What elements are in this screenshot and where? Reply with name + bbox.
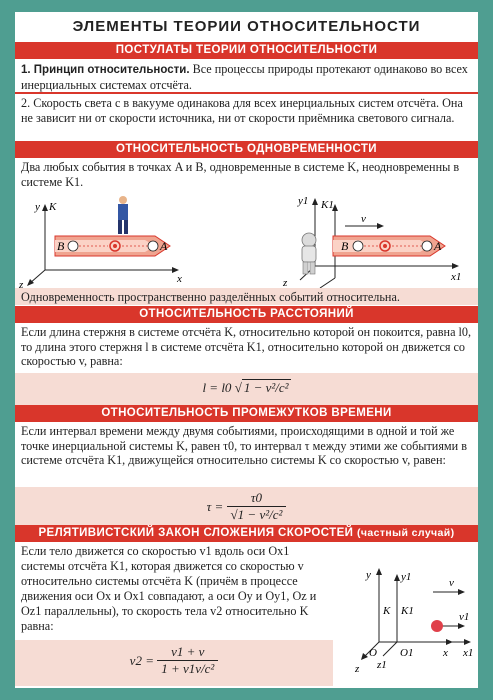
velocity-formula-left: v2 = — [129, 652, 154, 668]
distances-heading: ОТНОСИТЕЛЬНОСТЬ РАССТОЯНИЙ — [15, 306, 478, 323]
poster-sheet — [15, 12, 478, 688]
postulate-2: 2. Скорость света c в вакууме одинакова для всех инерциальных систем отсчёта. Она не зависит ни от скорости источника, ни от скорости приёмника светового сигнала. — [21, 96, 463, 125]
label-v-right: v — [361, 213, 366, 225]
time-formula-num: τ0 — [227, 490, 287, 507]
label-a-left: A — [160, 239, 168, 253]
diagram-label-z: z — [355, 663, 360, 675]
postulate-1 — [21, 62, 473, 92]
postulate-1-text: Все процессы природы протекают одинаково во всех инерциальных системах отсчёта. — [21, 62, 468, 92]
velocities-heading-note: (частный случай) — [356, 527, 455, 539]
astronaut-icon — [302, 233, 316, 274]
length-formula-root: 1 − v²/c² — [243, 380, 289, 395]
diagram-label-z1: z1 — [377, 659, 387, 671]
diagram-label-y: y — [366, 569, 371, 581]
label-y1-right: y1 — [298, 195, 309, 207]
diagram-label-x1: x1 — [463, 647, 474, 659]
length-formula: l = l0 √ 1 − v²/c² — [202, 380, 289, 395]
label-b-left: B — [57, 239, 65, 253]
diagram-label-x: x — [443, 647, 448, 659]
simultaneity-heading: ОТНОСИТЕЛЬНОСТЬ ОДНОВРЕМЕННОСТИ — [15, 141, 478, 158]
label-x-left: x — [177, 273, 182, 285]
simultaneity-conclusion: Одновременность пространственно разделённых событий относительна. — [21, 290, 400, 304]
velocity-formula-num: v1 + v — [157, 644, 218, 661]
frame-k1-diagram — [282, 195, 461, 288]
page-title: ЭЛЕМЕНТЫ ТЕОРИИ ОТНОСИТЕЛЬНОСТИ — [72, 18, 421, 35]
label-x1-right: x1 — [451, 271, 462, 283]
label-y-left: y — [35, 201, 40, 213]
simultaneity-diagram — [15, 188, 478, 288]
diagram-label-v1: v1 — [459, 611, 470, 623]
velocities-heading — [15, 525, 478, 542]
time-formula-den: 1 − v²/c² — [237, 507, 283, 522]
diagram-label-k: K — [383, 605, 391, 617]
postulates-heading: ПОСТУЛАТЫ ТЕОРИИ ОТНОСИТЕЛЬНОСТИ — [15, 42, 478, 59]
divider — [15, 92, 478, 94]
time-formula: τ = $\frac{\tau 0}{\text{√1 − v²/c²}}$ — [15, 490, 478, 523]
postulate-1-label: 1. Принцип относительности. — [21, 64, 190, 76]
time-text: Если интервал времени между двумя событиями, происходящими в одной и той же точке инерциальной системы K, равен τ0, то интервал τ между этими же событиями в системе отсчёта K1, движущейся относительно системы K со скоростью v, равен: — [21, 424, 467, 468]
diagram-label-k1: K1 — [401, 605, 414, 617]
distances-text: Если длина стержня в системе отсчёта K, относительно которой он покоится, равна l0, то длина этого стержня l в системе отсчёта K1, относительно которой он движется со скоростью v, равна: — [21, 325, 472, 369]
frame-k-diagram — [18, 196, 182, 288]
moving-body-icon — [431, 620, 443, 632]
length-formula-left: l = l0 — [202, 380, 232, 395]
label-z-right: z — [283, 277, 288, 288]
velocities-heading-main: РЕЛЯТИВИСТСКИЙ ЗАКОН СЛОЖЕНИЯ СКОРОСТЕЙ — [38, 527, 354, 539]
diagram-label-v: v — [449, 577, 454, 589]
velocity-addition-diagram — [337, 544, 478, 688]
velocity-formula — [15, 644, 333, 677]
time-heading: ОТНОСИТЕЛЬНОСТЬ ПРОМЕЖУТКОВ ВРЕМЕНИ — [15, 405, 478, 422]
diagram-label-o: O — [369, 647, 377, 659]
diagram-label-o1: O1 — [400, 647, 414, 659]
velocity-formula-den: 1 + v1v/c² — [161, 661, 215, 676]
label-k1-right: K1 — [321, 199, 334, 211]
simultaneity-text: Два любых события в точках A и B, одновременные в системе K, неодновременны в системе K1. — [21, 160, 460, 189]
label-a-right: A — [434, 239, 442, 253]
velocities-text: Если тело движется со скоростью v1 вдоль оси Ox1 системы отсчёта K1, которая движется со скоростью v относительно системы отсчёта K (причём в процессе движения оси Ox и Ox1 совпадают, а оси Oy и Oy1, Oz и Oz1 параллельны), то скорость тела v2 относительно K равна: — [21, 544, 317, 633]
diagram-label-y1: y1 — [401, 571, 412, 583]
label-b-right: B — [341, 239, 349, 253]
label-k-left: K — [49, 201, 57, 213]
time-formula-left: τ = — [206, 498, 224, 514]
label-z-left: z — [19, 279, 24, 288]
